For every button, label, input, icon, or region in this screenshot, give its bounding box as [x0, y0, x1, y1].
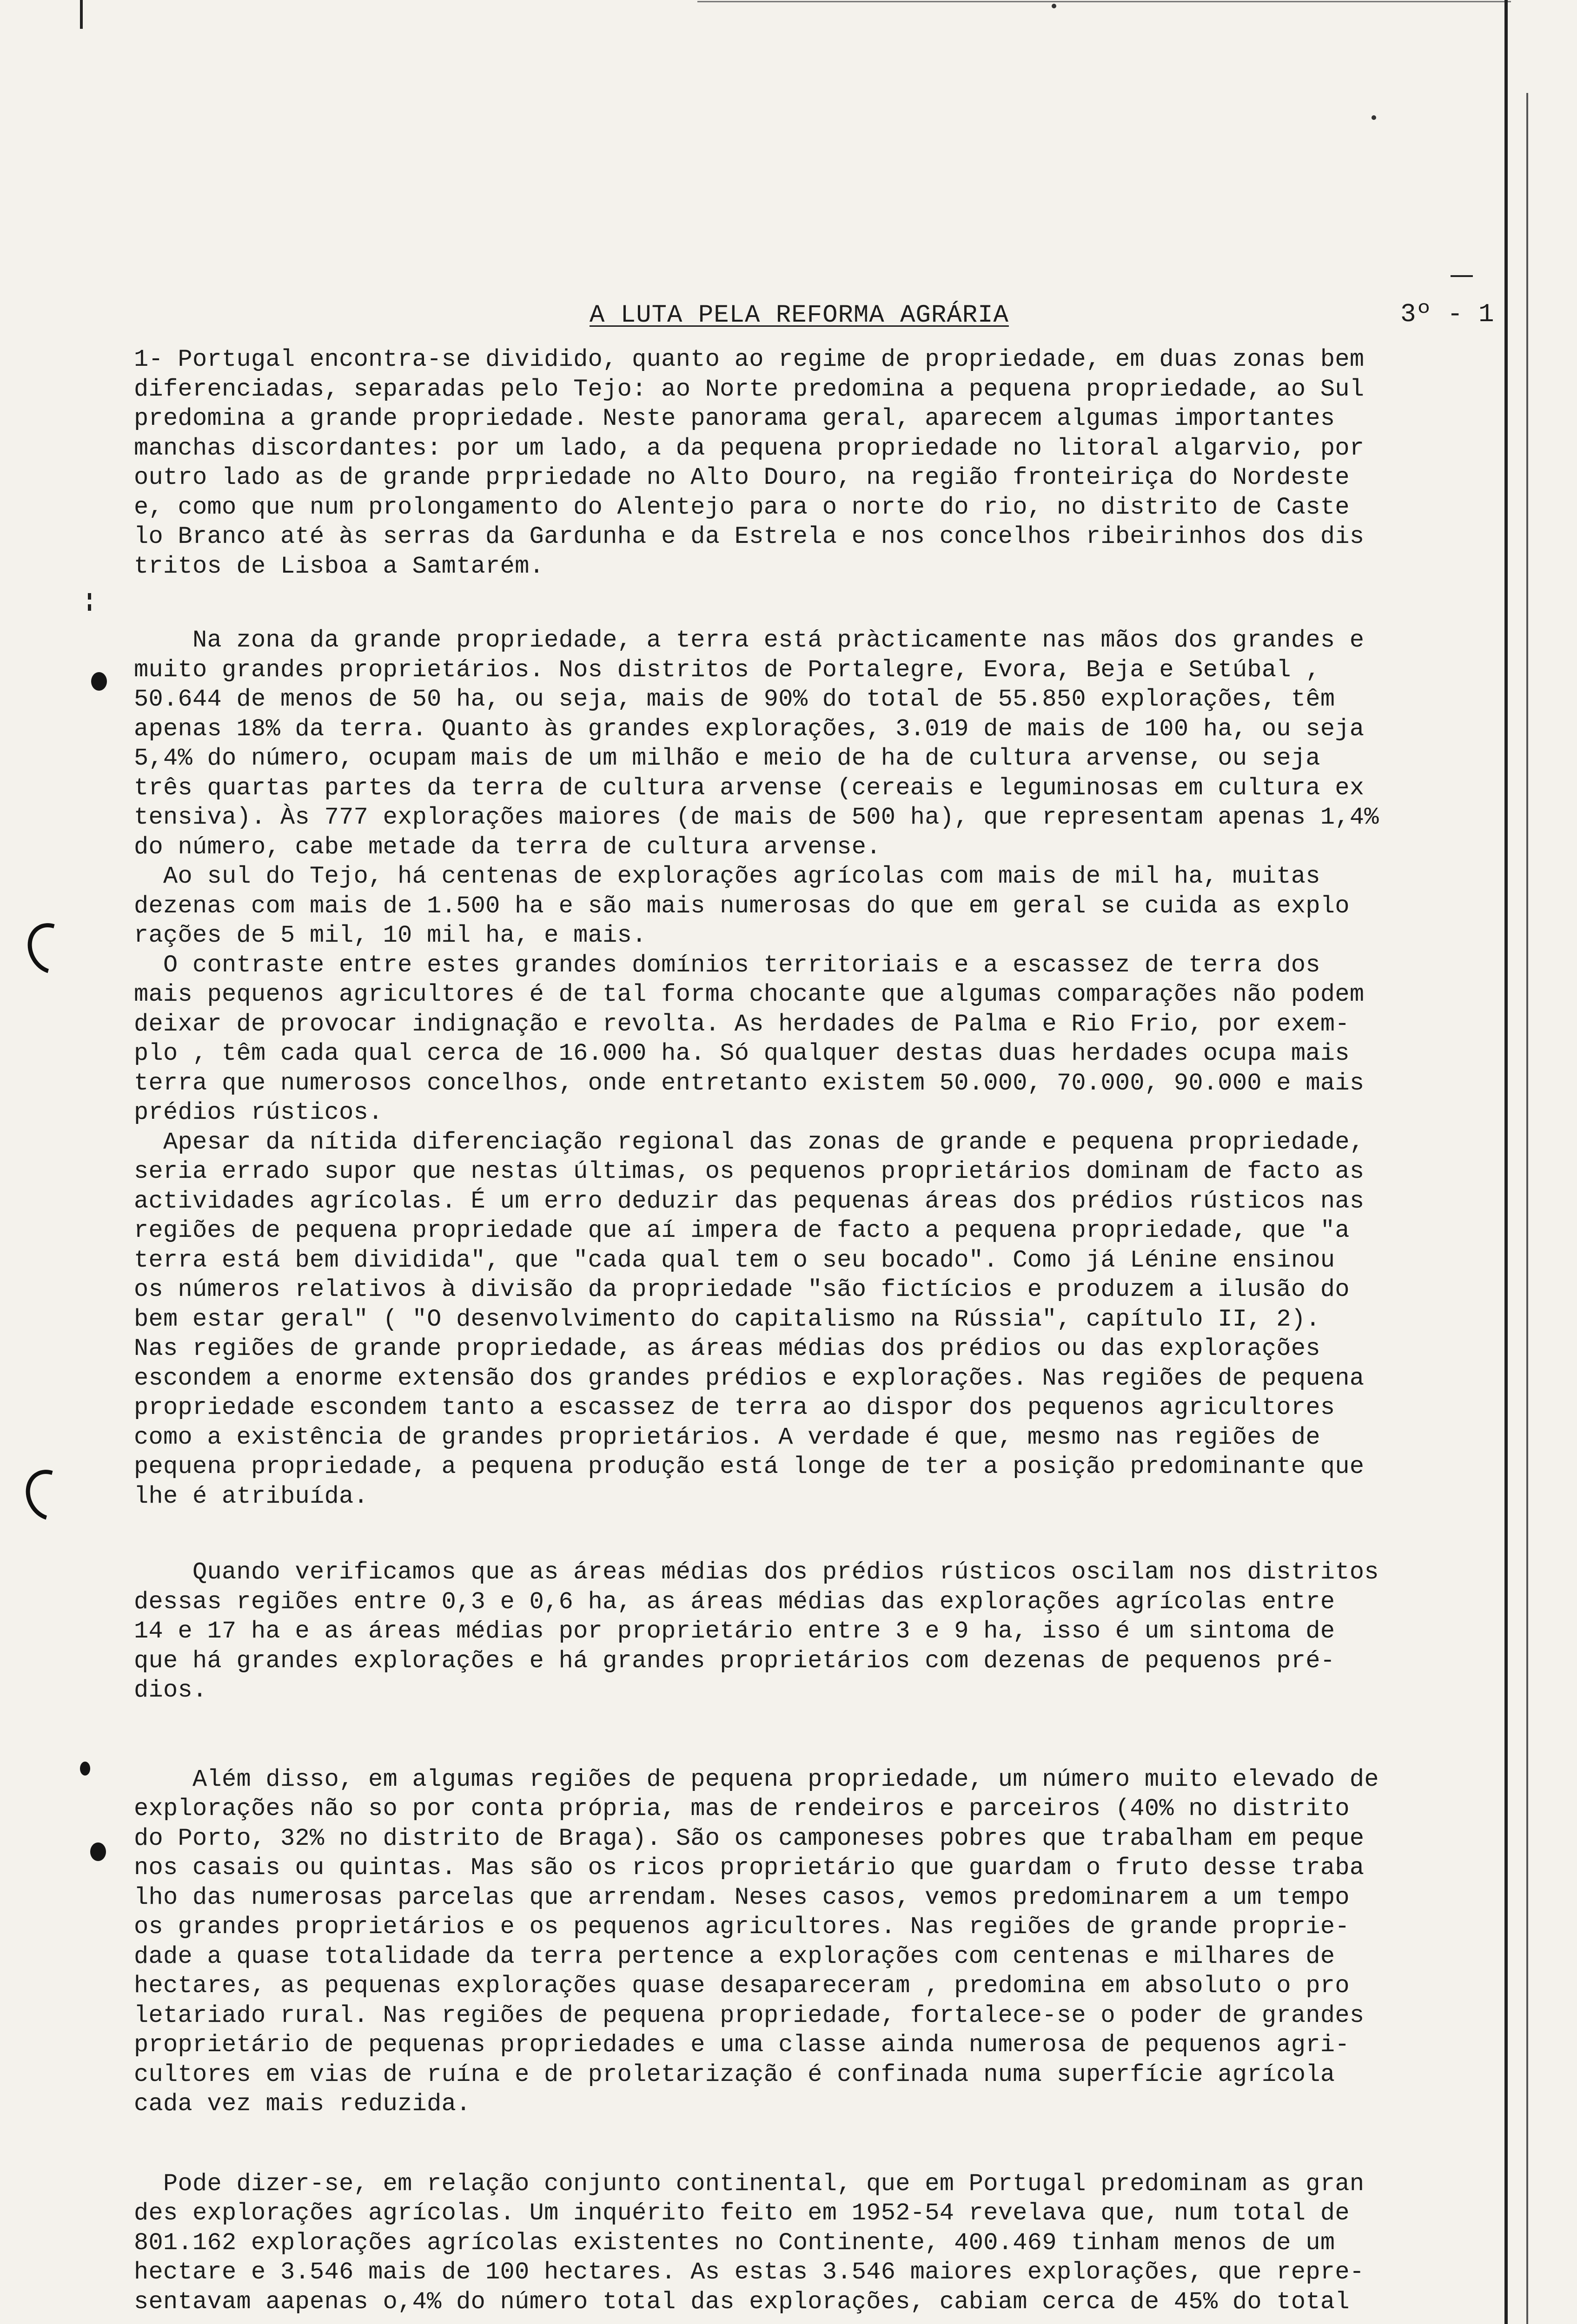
scan-dash-mark [1451, 275, 1473, 277]
paragraph-5: Pode dizer-se, em relação conjunto continental, que em Portugal predominam as gran des explorações agrícolas. Um inquérito feito em 1952-54 revelava que, num total de 801.162 explorações agrícolas existentes no Continente, 400.469 tinham menos de um hectare e 3.546 mais de 100 hectares. As estas 3.546 maiores explorações, que repre- sentavam aapenas o,4% do número total das explorações, cabiam cerca de 45% do total [134, 2170, 1365, 2316]
scan-edge-mark [80, 0, 83, 29]
punch-hole-dot-icon [80, 1762, 90, 1776]
scan-right-edge-shadow [1526, 93, 1528, 2324]
punch-hole-dot-icon [90, 1842, 106, 1861]
paragraph-3: Quando verificamos que as áreas médias dos prédios rústicos oscilam nos distritos dessas regiões entre 0,3 e 0,6 ha, as áreas médias das explorações agrícolas entre 14 e 17 ha e as áreas médias por proprietário entre 3 e 9 ha, isso é um sintoma de que há grandes explorações e há grandes proprietários com dezenas de pequenos pré- dios. [134, 1558, 1379, 1704]
scan-speck [1372, 115, 1376, 120]
paragraph-4: Além disso, em algumas regiões de pequena propriedade, um número muito elevado de explorações não so por conta própria, mas de rendeiros e parceiros (40% no distrito do Porto, 32% no distrito de Braga). São os camponeses pobres que trabalham em peque nos casais ou quintas. Mas são os ricos proprietário que guardam o fruto desse traba lho das numerosas parcelas que arrendam. Neses casos, vemos predominarem a um tempo os grandes proprietários e os pequenos agricultores. Nas regiões de grande proprie- dade a quase totalidade da terra pertence a explorações com centenas e milhares de hectares, as pequenas explorações quase desapareceram , predomina em absoluto o pro letariado rural. Nas regiões de pequena propriedade, fortalece-se o poder de grandes proprietário de pequenas propriedades e uma classe ainda numerosa de pequenos agri- cultores em vias de ruína e de proletarização é confinada numa superfície agrícola cada vez mais reduzida. [134, 1765, 1379, 2118]
document-body [134, 345, 1510, 2317]
scan-speck [1052, 4, 1056, 8]
paragraph-1: 1- Portugal encontra-se dividido, quanto ao regime de propriedade, em duas zonas bem diferenciadas, separadas pelo Tejo: ao Norte predomina a pequena propriedade, ao Sul predomina a grande propriedade. Neste panorama geral, aparecem algumas importantes manchas discordantes: por um lado, a da pequena propriedade no litoral algarvio, por outro lado as de grande prpriedade no Alto Douro, na região fronteiriça do Nordeste e, como que num prolongamento do Alentejo para o norte do rio, no distrito de Caste lo Branco até às serras da Gardunha e da Estrela e nos concelhos ribeirinhos dos dis tritos de Lisboa a Samtarém. [134, 346, 1365, 580]
paragraph-2: Na zona da grande propriedade, a terra está pràcticamente nas mãos dos grandes e muito grandes proprietários. Nos distritos de Portalegre, Evora, Beja e Setúbal , 50.644 de menos de 50 ha, ou seja, mais de 90% do total de 55.850 explorações, têm apenas 18% da terra. Quanto às grandes explorações, 3.019 de mais de 100 ha, ou seja 5,4% do número, ocupam mais de um milhão e meio de ha de cultura arvense, ou seja três quartas partes da terra de cultura arvense (cereais e leguminosas em cultura ex tensiva). Às 777 explorações maiores (de mais de 500 ha), que representam apenas 1,4% do número, cabe metade da terra de cultura arvense. Ao sul do Tejo, há centenas de explorações agrícolas com mais de mil ha, muitas dezenas com mais de 1.500 ha e são mais numerosas do que em geral se cuida as explo rações de 5 mil, 10 mil ha, e mais. O contraste entre estes grandes domínios territoriais e a escassez de terra dos mais pequenos agricultores é de tal forma chocante que algumas comparações não podem deixar de provocar indignação e revolta. As herdades de Palma e Rio Frio, por exem- plo , têm cada qual cerca de 16.000 ha. Só qualquer destas duas herdades ocupa mais terra que numerosos concelhos, onde entretanto existem 50.000, 70.000, 90.000 e mais prédios rústicos. Apesar da nítida diferenciação regional das zonas de grande e pequena propriedade, seria errado supor que nestas últimas, os pequenos proprietários dominam de facto as actividades agrícolas. É um erro deduzir das pequenas áreas dos prédios rústicos nas regiões de pequena propriedade que aí impera de facto a pequena propriedade, que "a terra está bem dividida", que "cada qual tem o seu bocado". Como já Lénine ensinou os números relativos à divisão da propriedade "são fictícios e produzem a ilusão do bem estar geral" ( "O desenvolvimento do capitalismo na Rússia", capítulo II, 2). Nas regiões de grande propriedade, as áreas médias dos prédios ou das explorações escondem a enorme extensão dos grandes prédios e explorações. Nas regiões de pequena propriedade escondem tanto a escassez de terra ao dispor dos pequenos agricultores como a existência de grandes proprietários. A verdade é que, mesmo nas regiões de pequena propriedade, a pequena produção está longe de ter a posição predominante que lhe é atribuída. [134, 627, 1379, 1510]
punch-hole-ring-icon [17, 1461, 82, 1530]
margin-tick-icon [86, 593, 93, 612]
scan-top-line [697, 1, 1511, 2]
page-title: A LUTA PELA REFORMA AGRÁRIA [590, 301, 1009, 330]
punch-hole-dot-icon [91, 672, 107, 691]
punch-hole-ring-icon [19, 915, 84, 983]
page-number: 3º - 1 [1400, 299, 1494, 329]
